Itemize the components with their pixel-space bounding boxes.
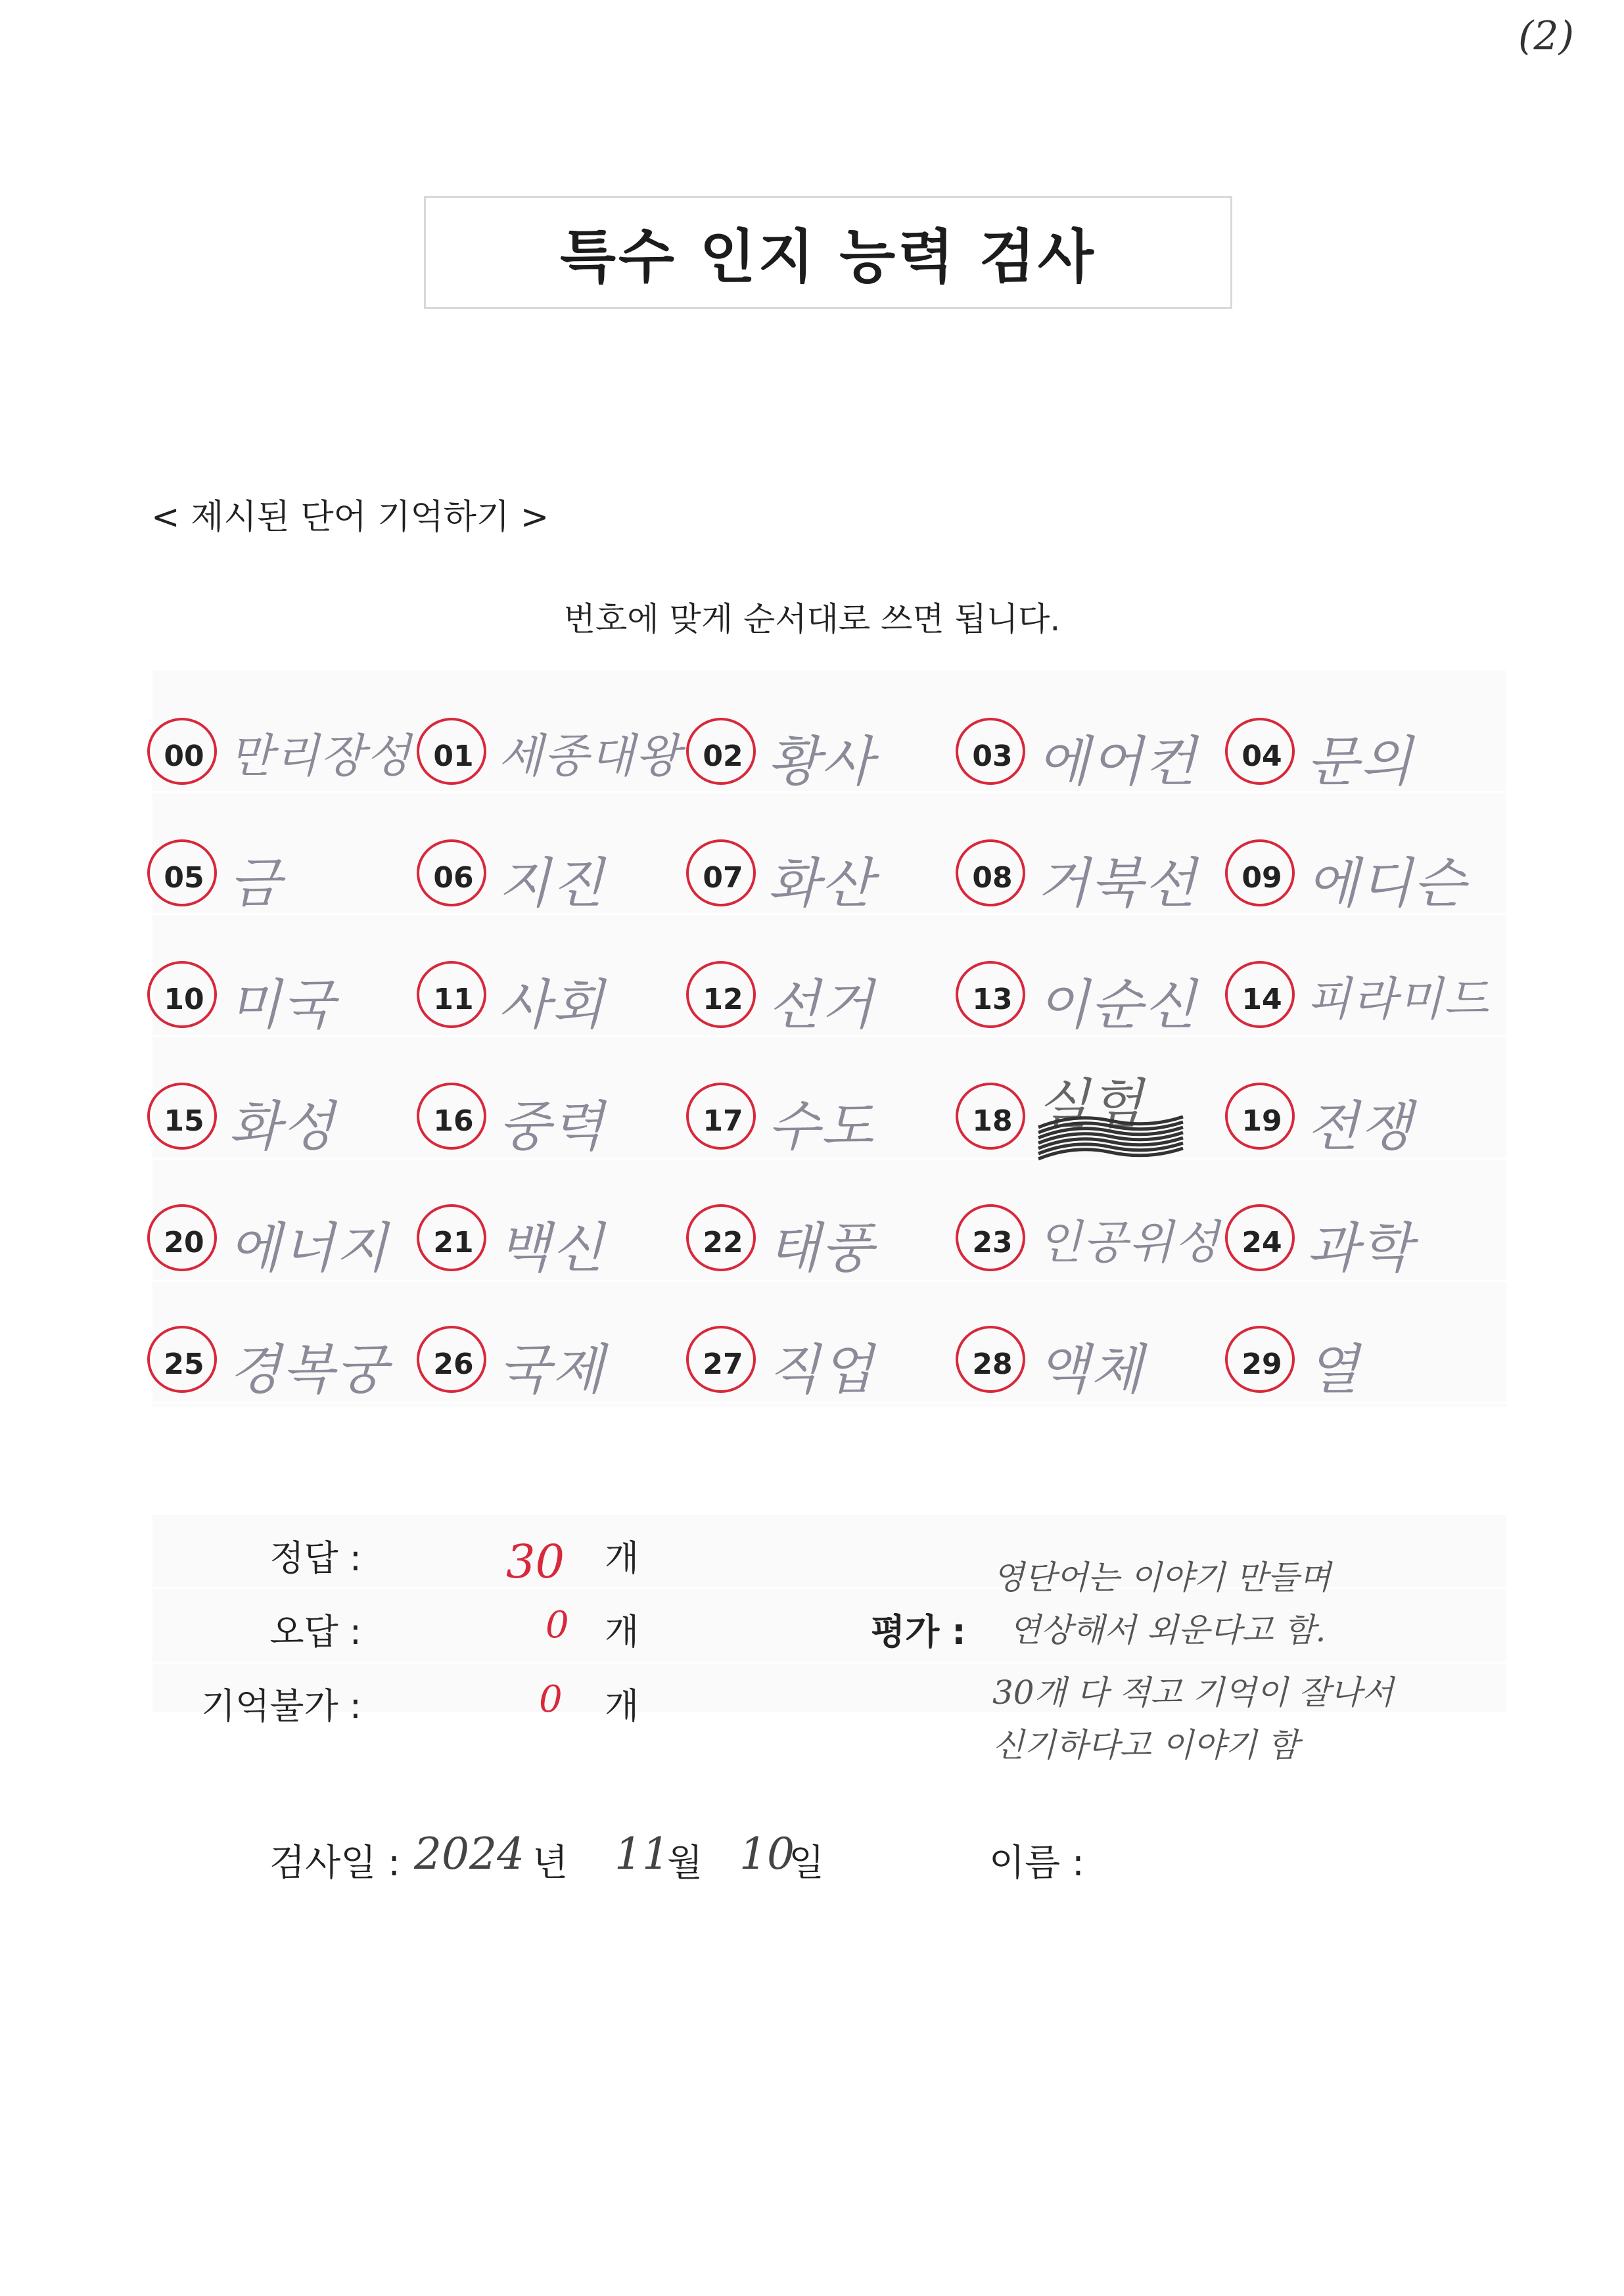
page-title: 특수 인지 능력 검사 [560,223,1096,291]
year-unit: 년 [532,1842,568,1885]
handwritten-answer: 미국 [229,974,336,1037]
handwritten-answer: 사회 [498,974,605,1037]
wrong-unit: 개 [605,1611,639,1652]
answer-cell [421,1311,690,1410]
handwritten-answer: 에어컨 [1037,731,1197,793]
item-number: 00 [164,739,204,773]
evaluation-label: 평가 : [871,1611,966,1652]
answer-cell [1229,1068,1498,1167]
handwritten-answer: 에디슨 [1307,853,1467,915]
answer-cell [151,825,421,924]
answer-cell [690,825,960,924]
item-number: 05 [164,860,204,895]
answer-cell [690,1311,960,1410]
answer-cell [1229,703,1498,802]
answer-cell [151,1068,421,1167]
handwritten-answer: 세종대왕 [498,729,682,783]
unremembered-value: 0 [539,1678,563,1721]
exam-month: 11 [615,1829,670,1879]
item-number: 01 [433,739,474,773]
item-number: 03 [972,739,1013,773]
handwritten-answer: 금 [229,853,283,915]
handwritten-answer: 실험 [1037,1073,1144,1136]
evaluation-line: 연상해서 외운다고 함. [1009,1611,1326,1649]
correct-value: 30 [506,1535,565,1589]
item-number: 18 [972,1104,1013,1138]
month-unit: 월 [667,1842,703,1885]
wrong-label: 오답 : [269,1611,361,1652]
item-number: 06 [433,860,474,895]
item-number: 28 [972,1347,1013,1381]
handwritten-answer: 화성 [229,1096,336,1158]
item-number: 27 [703,1347,743,1381]
item-number: 07 [703,860,743,895]
correct-unit: 개 [605,1537,639,1579]
item-number: 11 [433,982,474,1016]
answer-cell [1229,1190,1498,1288]
exam-date-label: 검사일 : [269,1842,400,1885]
answer-cell [421,825,690,924]
answer-cell [421,947,690,1045]
handwritten-answer: 과학 [1307,1217,1414,1280]
item-number: 19 [1241,1104,1282,1138]
handwritten-answer: 피라미드 [1307,972,1490,1026]
item-number: 14 [1241,982,1282,1016]
handwritten-answer: 지진 [498,853,605,915]
answer-cell [151,703,421,802]
handwritten-answer: 이순신 [1037,974,1197,1037]
handwritten-answer: 황사 [768,731,875,793]
page-number: (2) [1518,13,1574,59]
name-label: 이름 : [989,1842,1084,1885]
instruction-text: 번호에 맞게 순서대로 쓰면 됩니다. [563,600,1061,638]
handwritten-answer: 중력 [498,1096,605,1158]
handwritten-answer: 태풍 [768,1217,875,1280]
answer-cell [421,1190,690,1288]
item-number: 09 [1241,860,1282,895]
answer-cell [690,1190,960,1288]
title-box [424,196,1232,309]
exam-day: 10 [739,1829,795,1879]
answer-cell [151,1311,421,1410]
item-number: 08 [972,860,1013,895]
item-number: 17 [703,1104,743,1138]
handwritten-answer: 경복궁 [229,1339,389,1401]
answer-cell [690,703,960,802]
handwritten-answer: 문의 [1307,731,1414,793]
handwritten-answer: 백신 [498,1217,605,1280]
answer-cell [151,1190,421,1288]
exam-year: 2024 [414,1829,524,1879]
item-number: 29 [1241,1347,1282,1381]
answer-cell [960,1190,1229,1288]
answer-cell [1229,947,1498,1045]
correct-label: 정답 : [269,1537,361,1579]
handwritten-answer: 만리장성 [229,729,412,783]
handwritten-answer: 국제 [498,1339,605,1401]
item-number: 22 [703,1225,743,1259]
answer-cell [421,703,690,802]
handwritten-answer: 에너지 [229,1217,389,1280]
item-number: 04 [1241,739,1282,773]
handwritten-answer: 직업 [768,1339,875,1401]
handwritten-answer: 수도 [768,1096,875,1158]
answer-cell [690,1068,960,1167]
crossed-out-scribble [1035,1075,1186,1173]
answer-cell [151,947,421,1045]
answer-cell [960,825,1229,924]
section-label: < 제시된 단어 기억하기 > [151,498,549,537]
answer-cell [960,1311,1229,1410]
item-number: 16 [433,1104,474,1138]
handwritten-answer: 전쟁 [1307,1096,1414,1158]
handwritten-answer: 화산 [768,853,875,915]
unremembered-unit: 개 [605,1685,639,1727]
item-number: 12 [703,982,743,1016]
unremembered-label: 기억불가 : [200,1685,361,1727]
item-number: 15 [164,1104,204,1138]
item-number: 13 [972,982,1013,1016]
item-number: 26 [433,1347,474,1381]
evaluation-line: 신기하다고 이야기 함 [992,1726,1299,1764]
answer-cell [421,1068,690,1167]
item-number: 25 [164,1347,204,1381]
item-number: 23 [972,1225,1013,1259]
item-number: 10 [164,982,204,1016]
item-number: 20 [164,1225,204,1259]
answer-cell [960,1068,1229,1167]
handwritten-answer: 선거 [768,974,875,1037]
handwritten-answer: 거북선 [1037,853,1197,915]
evaluation-line: 영단어는 이야기 만들며 [992,1558,1331,1597]
wrong-value: 0 [545,1604,569,1647]
handwritten-answer: 인공위성 [1037,1215,1220,1269]
answer-cell [960,947,1229,1045]
item-number: 21 [433,1225,474,1259]
answer-cell [690,947,960,1045]
day-unit: 일 [789,1842,825,1885]
handwritten-answer: 열 [1307,1339,1360,1401]
handwritten-answer: 액체 [1037,1339,1144,1401]
answer-cell [1229,825,1498,924]
answer-cell [960,703,1229,802]
item-number: 24 [1241,1225,1282,1259]
evaluation-line: 30개 다 적고 기억이 잘나서 [992,1674,1394,1712]
answer-cell [1229,1311,1498,1410]
item-number: 02 [703,739,743,773]
